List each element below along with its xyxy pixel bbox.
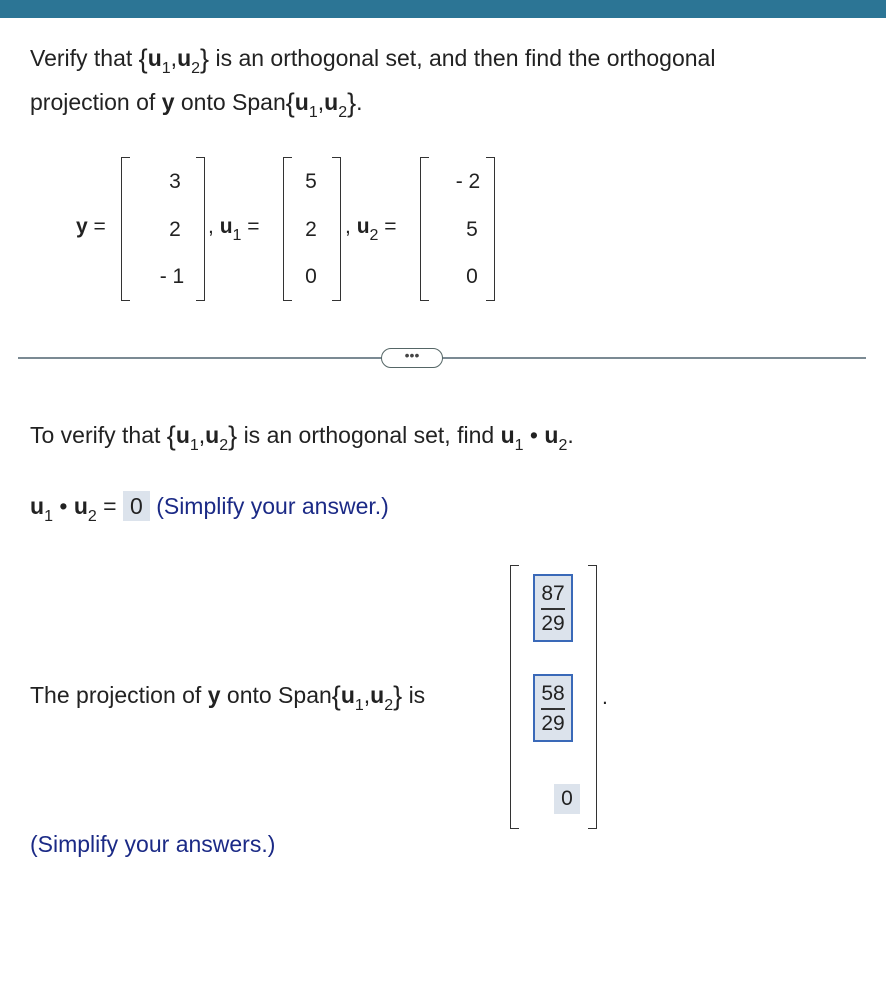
u2-label [345, 215, 397, 244]
subscript: 1 [354, 697, 364, 714]
prompt-text: is an orthogonal set, and then find the orthogonal [215, 45, 716, 71]
projection-answer-2[interactable] [533, 674, 573, 742]
y-symbol: y [207, 682, 221, 708]
y-symbol: y [76, 215, 88, 238]
y-entry: 3 [169, 170, 181, 193]
open-brace: { [166, 421, 176, 451]
subscript: 2 [191, 60, 201, 77]
subscript: 1 [232, 227, 242, 244]
step2-text: The projection of [30, 682, 202, 708]
u2-entry: 5 [466, 218, 478, 241]
u-symbol: u [30, 493, 45, 519]
simplify-hint: (Simplify your answer.) [156, 493, 389, 519]
u-symbol: u [370, 682, 385, 708]
denominator: 29 [541, 612, 565, 635]
u-symbol: u [147, 45, 162, 71]
u-symbol: u [356, 215, 370, 238]
dot-product-answer-field[interactable]: 0 [123, 491, 150, 521]
y-left-bracket [121, 157, 130, 301]
projection-left-bracket [510, 565, 519, 829]
numerator: 87 [541, 582, 565, 605]
subscript: 2 [384, 697, 394, 714]
comma: , [363, 682, 371, 708]
prompt-line-2 [30, 86, 363, 121]
u1-entry: 2 [305, 218, 317, 241]
subscript: 2 [369, 227, 379, 244]
u-symbol: u [324, 89, 339, 115]
u-symbol: u [294, 89, 309, 115]
u-symbol: u [500, 422, 515, 448]
close-brace: } [228, 421, 238, 451]
subscript: 1 [308, 104, 318, 121]
open-brace: { [331, 681, 341, 711]
comma: , [170, 45, 178, 71]
comma: , [198, 422, 206, 448]
prompt-text: onto Span [180, 89, 286, 115]
more-options-button[interactable]: ••• [381, 348, 443, 368]
numerator: 58 [541, 682, 565, 705]
subscript: 2 [87, 508, 97, 525]
equals-sign: = [247, 215, 260, 238]
u1-right-bracket [332, 157, 341, 301]
u1-entry: 5 [305, 170, 317, 193]
step1-text: To verify that [30, 422, 161, 448]
subscript: 2 [219, 437, 229, 454]
y-right-bracket [196, 157, 205, 301]
step2-text: is [408, 682, 426, 708]
step1-text: is an orthogonal set, find [243, 422, 495, 448]
subscript: 1 [514, 437, 524, 454]
u-symbol: u [544, 422, 559, 448]
prompt-line-1 [30, 42, 716, 77]
period: . [356, 89, 363, 115]
fraction-bar [541, 708, 565, 710]
subscript: 1 [189, 437, 199, 454]
simplify-answers-hint: (Simplify your answers.) [30, 831, 276, 857]
step2-instruction [30, 679, 426, 714]
prompt-text: Verify that [30, 45, 133, 71]
period: . [567, 422, 574, 448]
equals-sign: = [93, 215, 106, 238]
projection-right-bracket [588, 565, 597, 829]
u-symbol: u [175, 422, 190, 448]
dot-operator: • [529, 422, 538, 448]
period: . [602, 686, 608, 709]
u2-right-bracket [486, 157, 495, 301]
subscript: 1 [161, 60, 171, 77]
u2-entry: - 2 [455, 170, 481, 193]
y-entry: - 1 [159, 265, 185, 288]
close-brace: } [347, 88, 357, 118]
top-bar [0, 0, 886, 18]
subscript: 2 [558, 437, 568, 454]
equals-sign: = [103, 493, 117, 519]
subscript: 2 [338, 104, 348, 121]
u-symbol: u [340, 682, 355, 708]
dot-operator: • [59, 493, 68, 519]
u-symbol: u [205, 422, 220, 448]
comma: , [345, 215, 351, 238]
comma: , [317, 89, 325, 115]
step2-text: onto Span [226, 682, 332, 708]
open-brace: { [285, 88, 295, 118]
y-label [76, 215, 106, 239]
close-brace: } [393, 681, 403, 711]
subscript: 1 [44, 508, 53, 525]
step1-answer-row [30, 493, 389, 525]
y-entry: 2 [169, 218, 181, 241]
comma: , [208, 215, 214, 238]
open-brace: { [138, 44, 148, 74]
u-symbol: u [177, 45, 192, 71]
u1-entry: 0 [305, 265, 317, 288]
y-symbol: y [161, 89, 175, 115]
u1-label [208, 215, 260, 244]
equals-sign: = [384, 215, 397, 238]
denominator: 29 [541, 712, 565, 735]
projection-answer-3[interactable]: 0 [554, 784, 580, 814]
u-symbol: u [73, 493, 88, 519]
projection-answer-1[interactable] [533, 574, 573, 642]
u2-entry: 0 [466, 265, 478, 288]
step1-instruction [30, 419, 574, 454]
u2-left-bracket [420, 157, 429, 301]
prompt-text: projection of [30, 89, 156, 115]
close-brace: } [200, 44, 210, 74]
u-symbol: u [219, 215, 233, 238]
fraction-bar [541, 608, 565, 610]
